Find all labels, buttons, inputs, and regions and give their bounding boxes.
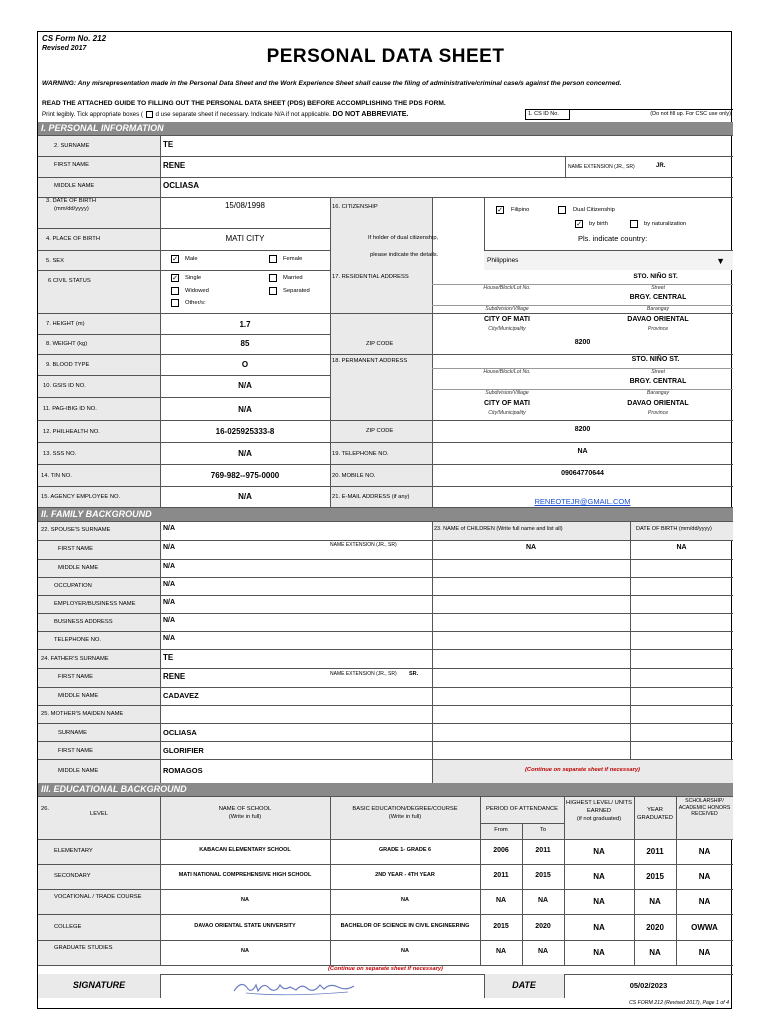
- edu-from-cell[interactable]: 2011: [493, 872, 509, 879]
- edu-school-cell[interactable]: MATI NATIONAL COMPREHENSIVE HIGH SCHOOL: [178, 872, 312, 878]
- edu-school-cell[interactable]: NA: [241, 897, 249, 903]
- edu-year-cell[interactable]: 2015: [646, 872, 664, 881]
- weight-label: 8. WEIGHT (kg): [46, 341, 88, 347]
- edu-year-header: YEAR GRADUATED: [637, 807, 673, 821]
- form-revision: Revised 2017: [42, 45, 87, 52]
- separated-checkbox[interactable]: [269, 287, 277, 295]
- perm-house-caption: House/Block/Lot No.: [483, 369, 531, 375]
- edu-school-header: NAME OF SCHOOL: [218, 806, 272, 812]
- pagibig-label: 11. PAG-IBIG ID NO.: [43, 406, 97, 412]
- email-field[interactable]: [432, 491, 733, 509]
- separated-option-label: Separated: [283, 288, 310, 294]
- cs-id-note: (Do not fill up. For CSC use only): [570, 109, 733, 120]
- perm-street-caption: Street: [651, 369, 665, 375]
- filipino-option-label: Filipino: [511, 207, 530, 213]
- perm-zip-label: ZIP CODE: [366, 428, 394, 434]
- date-label: DATE: [512, 980, 536, 990]
- perm-street-value[interactable]: STO. NIÑO ST.: [631, 356, 680, 363]
- edu-from-cell[interactable]: 2006: [493, 847, 509, 854]
- filipino-checkbox[interactable]: ✓: [497, 207, 503, 214]
- print-instructions: [42, 111, 408, 118]
- edu-school-cell[interactable]: KABACAN ELEMENTARY SCHOOL: [199, 847, 291, 853]
- form-number: CS Form No. 212: [42, 34, 107, 43]
- perm-city-caption: City/Municipality: [488, 410, 526, 416]
- mother-first-name-value[interactable]: GLORIFIER: [163, 746, 204, 755]
- res-house-caption: House/Block/Lot No.: [483, 285, 531, 291]
- blood-type-label: 9. BLOOD TYPE: [46, 362, 90, 368]
- pds-page: [37, 31, 732, 1009]
- edu-from-header: From: [494, 827, 508, 833]
- perm-barangay-caption: Barangay: [646, 390, 670, 396]
- warning-text: WARNING: Any misrepresentation made in the Personal Data Sheet and the Work Experience Sheet shall cause the filing of administrative/criminal case/s against the person concerned.: [42, 80, 622, 87]
- name-ext-value[interactable]: JR.: [656, 163, 666, 169]
- print-instructions-b: d use separate sheet if necessary. Indicate N/A if not applicable.: [155, 111, 331, 119]
- edu-number-label: 26.: [41, 806, 50, 812]
- edu-to-cell[interactable]: NA: [537, 897, 549, 904]
- perm-city-value[interactable]: CITY OF MATI: [483, 400, 531, 407]
- email-value[interactable]: RENEOTEJR@GMAIL.COM: [534, 497, 631, 506]
- mobile-value[interactable]: 09064770644: [561, 470, 604, 477]
- others-option-label: Other/s:: [185, 300, 206, 306]
- edu-honors-cell[interactable]: NA: [698, 847, 711, 856]
- philhealth-label: 12. PHILHEALTH NO.: [43, 429, 100, 435]
- male-option-label: Male: [185, 256, 198, 262]
- edu-course-subheader: (Write in full): [388, 814, 422, 820]
- edu-to-cell[interactable]: NA: [537, 948, 549, 955]
- agency-employee-label: 15. AGENCY EMPLOYEE NO.: [41, 494, 121, 500]
- dual-option-label: Dual Citizenship: [573, 207, 615, 213]
- edu-honors-cell[interactable]: NA: [698, 948, 711, 957]
- edu-highest-cell[interactable]: NA: [593, 847, 605, 856]
- family-continue-note: (Continue on separate sheet if necessary): [524, 767, 640, 773]
- spouse-surname-value[interactable]: N/A: [163, 525, 176, 532]
- female-checkbox[interactable]: [269, 255, 277, 263]
- edu-level-label: GRADUATE STUDIES: [54, 945, 113, 951]
- tin-label: 14. TIN NO.: [41, 473, 72, 479]
- name-ext-label: NAME EXTENSION (JR., SR): [568, 164, 635, 170]
- mother-surname-value[interactable]: OCLIASA: [163, 728, 197, 737]
- business-address-value[interactable]: N/A: [163, 617, 176, 624]
- signature-label: SIGNATURE: [72, 980, 126, 990]
- indicate-country-label: Pls. indicate country:: [578, 234, 648, 243]
- edu-honors-cell[interactable]: NA: [698, 897, 711, 906]
- print-instructions-c: DO NOT ABBREVIATE.: [332, 111, 409, 119]
- mother-maiden-label: 25. MOTHER'S MAIDEN NAME: [41, 711, 124, 717]
- perm-barangay-value[interactable]: BRGY. CENTRAL: [629, 378, 687, 385]
- child-dob-value[interactable]: NA: [676, 544, 687, 551]
- first-name-value[interactable]: RENE: [163, 161, 186, 170]
- spouse-name-ext-label: NAME EXTENSION (JR., SR): [330, 542, 397, 548]
- widowed-checkbox[interactable]: [171, 287, 179, 295]
- citizenship-label: 16. CITIZENSHIP: [332, 204, 378, 210]
- edu-to-header: To: [539, 827, 547, 833]
- father-middle-name-label: MIDDLE NAME: [58, 693, 99, 699]
- first-name-label: FIRST NAME: [54, 162, 89, 168]
- res-zip-label: ZIP CODE: [366, 341, 394, 347]
- telephone-value[interactable]: NA: [577, 448, 588, 455]
- edu-honors-header: SCHOLARSHIP/ ACADEMIC HONORS RECEIVED: [678, 798, 731, 817]
- res-street-caption: Street: [651, 285, 665, 291]
- chevron-down-icon: ▼: [716, 256, 725, 266]
- father-name-ext-label: NAME EXTENSION (JR., SR): [330, 671, 397, 677]
- by-naturalization-label: by naturalization: [644, 221, 687, 227]
- edu-school-cell[interactable]: DAVAO ORIENTAL STATE UNIVERSITY: [194, 923, 296, 929]
- res-barangay-caption: Barangay: [646, 306, 670, 312]
- dual-note-2: please indicate the details.: [370, 252, 439, 258]
- edu-year-cell[interactable]: NA: [649, 897, 661, 906]
- country-select-value: Philippines: [487, 257, 519, 264]
- spouse-middle-name-label: MIDDLE NAME: [58, 565, 99, 571]
- edu-year-cell[interactable]: 2011: [646, 847, 664, 856]
- philhealth-value[interactable]: 16-025925333-8: [215, 427, 275, 436]
- father-name-ext-value[interactable]: SR.: [409, 671, 419, 677]
- occupation-label: OCCUPATION: [54, 583, 92, 589]
- section-personal-info: I. PERSONAL INFORMATION: [38, 122, 733, 135]
- edu-course-cell[interactable]: BACHELOR OF SCIENCE IN CIVIL ENGINEERING: [340, 923, 470, 929]
- perm-province-caption: Province: [647, 410, 669, 416]
- surname-value[interactable]: TE: [163, 140, 174, 149]
- middle-name-label: MIDDLE NAME: [54, 183, 95, 189]
- pagibig-value[interactable]: N/A: [238, 405, 252, 414]
- edu-to-cell[interactable]: 2011: [535, 847, 551, 854]
- print-instructions-a: Print legibly. Tick appropriate boxes (: [42, 111, 143, 119]
- spouse-first-name-value[interactable]: N/A: [163, 544, 176, 551]
- edu-school-cell[interactable]: NA: [241, 948, 249, 954]
- male-checkbox[interactable]: ✓: [172, 256, 178, 263]
- by-birth-checkbox[interactable]: ✓: [576, 221, 582, 228]
- father-middle-name-value[interactable]: CADAVEZ: [163, 691, 199, 700]
- occupation-value[interactable]: N/A: [163, 581, 176, 588]
- perm-zip-value[interactable]: 8200: [574, 426, 591, 433]
- signature-image: [228, 975, 368, 997]
- res-city-value[interactable]: CITY OF MATI: [483, 316, 531, 323]
- sex-label: 5. SEX: [46, 258, 65, 264]
- edu-level-label: COLLEGE: [54, 924, 82, 930]
- res-zip-value[interactable]: 8200: [574, 339, 591, 346]
- edu-year-cell[interactable]: NA: [649, 948, 661, 957]
- spouse-telephone-label: TELEPHONE NO.: [54, 637, 102, 643]
- edu-course-cell[interactable]: NA: [401, 948, 409, 954]
- gsis-value[interactable]: N/A: [238, 381, 252, 390]
- pob-value[interactable]: MATI CITY: [225, 234, 265, 243]
- form-footer: CS FORM 212 (Revised 2017), Page 1 of 4: [628, 1000, 729, 1006]
- mother-middle-name-label: MIDDLE NAME: [58, 768, 99, 774]
- read-guide-text: READ THE ATTACHED GUIDE TO FILLING OUT THE PERSONAL DATA SHEET (PDS) BEFORE ACCOMPLISHING THE PDS FORM.: [42, 100, 446, 107]
- female-option-label: Female: [283, 256, 303, 262]
- child-name-value[interactable]: NA: [525, 544, 537, 551]
- height-label: 7. HEIGHT (m): [46, 321, 85, 327]
- child-dob-label: DATE OF BIRTH (mm/dd/yyyy): [636, 526, 712, 532]
- blood-type-value[interactable]: O: [241, 360, 249, 369]
- edu-level-label: SECONDARY: [54, 873, 91, 879]
- edu-highest-header: HIGHEST LEVEL/ UNITS EARNED: [566, 800, 632, 814]
- single-option-label: Single: [185, 275, 202, 281]
- edu-highest-cell[interactable]: NA: [593, 872, 605, 881]
- res-city-caption: City/Municipality: [488, 326, 526, 332]
- edu-highest-cell[interactable]: NA: [593, 948, 605, 957]
- edu-course-cell[interactable]: GRADE 1- GRADE 6: [378, 847, 432, 853]
- business-address-label: BUSINESS ADDRESS: [54, 619, 113, 625]
- edu-to-cell[interactable]: 2015: [535, 872, 551, 879]
- edu-from-cell[interactable]: 2015: [493, 923, 509, 930]
- married-option-label: Married: [283, 275, 303, 281]
- dob-label: 3. DATE OF BIRTH: [46, 198, 97, 204]
- children-label: 23. NAME of CHILDREN (Write full name and list all): [434, 526, 563, 532]
- page-title: PERSONAL DATA SHEET: [266, 46, 505, 67]
- middle-name-value[interactable]: OCLIASA: [163, 181, 199, 190]
- father-first-name-label: FIRST NAME: [58, 674, 93, 680]
- dob-format-label: (mm/dd/yyyy): [54, 206, 89, 212]
- perm-subdivision-caption: Subdivision/Village: [485, 390, 529, 396]
- pob-label: 4. PLACE OF BIRTH: [46, 236, 101, 242]
- edu-level-label: ELEMENTARY: [54, 848, 93, 854]
- edu-highest-cell[interactable]: NA: [593, 923, 605, 932]
- res-subdivision-caption: Subdivision/Village: [485, 306, 529, 312]
- edu-course-cell[interactable]: NA: [401, 897, 409, 903]
- married-checkbox[interactable]: [269, 274, 277, 282]
- single-checkbox[interactable]: ✓: [172, 275, 178, 282]
- cs-id-label: 1. CS ID No.: [525, 109, 570, 120]
- mobile-label: 20. MOBILE NO.: [332, 473, 376, 479]
- section-educational-background: III. EDUCATIONAL BACKGROUND: [38, 783, 733, 796]
- sample-checkbox: [146, 111, 153, 118]
- surname-label: 2. SURNAME: [54, 143, 90, 149]
- father-surname-value[interactable]: TE: [163, 653, 174, 662]
- civil-status-label: 6 CIVIL STATUS: [48, 278, 91, 284]
- edu-honors-cell[interactable]: OWWA: [691, 923, 718, 932]
- edu-course-header: BASIC EDUCATION/DEGREE/COURSE: [352, 806, 458, 812]
- permanent-address-label: 18. PERMANENT ADDRESS: [332, 358, 408, 364]
- edu-from-cell[interactable]: NA: [495, 897, 507, 904]
- edu-school-subheader: (Write in full): [228, 814, 262, 820]
- edu-period-header: PERIOD OF ATTENDANCE: [485, 806, 559, 812]
- section-family-background: II. FAMILY BACKGROUND: [38, 508, 733, 521]
- employer-value[interactable]: N/A: [163, 599, 176, 606]
- spouse-surname-label: 22. SPOUSE'S SURNAME: [41, 527, 111, 533]
- personal-label-column-mid: [330, 197, 432, 507]
- res-province-value[interactable]: DAVAO ORIENTAL: [627, 316, 689, 323]
- education-continue-note: (Continue on separate sheet if necessary): [327, 966, 443, 972]
- edu-honors-cell[interactable]: NA: [698, 872, 711, 881]
- edu-highest-subheader: (if not graduated): [576, 816, 622, 822]
- widowed-option-label: Widowed: [185, 288, 209, 294]
- mother-first-name-label: FIRST NAME: [58, 748, 93, 754]
- others-checkbox[interactable]: [171, 299, 179, 307]
- email-label: 21. E-MAIL ADDRESS (if any): [332, 494, 410, 500]
- edu-from-cell[interactable]: NA: [495, 948, 507, 955]
- edu-to-cell[interactable]: 2020: [535, 923, 551, 930]
- perm-province-value[interactable]: DAVAO ORIENTAL: [627, 400, 689, 407]
- edu-year-cell[interactable]: 2020: [646, 923, 664, 932]
- edu-level-label: VOCATIONAL / TRADE COURSE: [54, 894, 142, 900]
- telephone-label: 19. TELEPHONE NO.: [332, 451, 389, 457]
- country-select[interactable]: [484, 250, 733, 270]
- spouse-first-name-label: FIRST NAME: [58, 546, 93, 552]
- edu-course-cell[interactable]: 2ND YEAR - 4TH YEAR: [375, 872, 435, 878]
- agency-employee-value[interactable]: N/A: [238, 492, 252, 501]
- height-value[interactable]: 1.7: [239, 320, 251, 329]
- edu-level-header: LEVEL: [89, 811, 109, 817]
- res-province-caption: Province: [647, 326, 669, 332]
- edu-highest-cell[interactable]: NA: [593, 897, 605, 906]
- sss-value[interactable]: N/A: [238, 449, 252, 458]
- sss-label: 13. SSS NO.: [43, 451, 77, 457]
- dob-value[interactable]: 15/08/1998: [224, 201, 266, 210]
- tin-value[interactable]: 769-982--975-0000: [210, 471, 280, 480]
- weight-value[interactable]: 85: [240, 339, 250, 348]
- residential-address-label: 17. RESIDENTIAL ADDRESS: [332, 274, 409, 280]
- dual-note-1: If holder of dual citizenship,: [368, 235, 439, 241]
- dual-citizenship-checkbox[interactable]: [558, 206, 566, 214]
- gsis-label: 10. GSIS ID NO.: [43, 383, 86, 389]
- father-first-name-value[interactable]: RENE: [163, 672, 186, 681]
- spouse-telephone-value[interactable]: N/A: [163, 635, 176, 642]
- family-label-column: [38, 521, 160, 783]
- spouse-middle-name-value[interactable]: N/A: [163, 563, 176, 570]
- res-street-value[interactable]: STO. NIÑO ST.: [633, 273, 678, 280]
- mother-surname-label: SURNAME: [58, 730, 87, 736]
- father-surname-label: 24. FATHER'S SURNAME: [41, 656, 109, 662]
- by-naturalization-checkbox[interactable]: [630, 220, 638, 228]
- by-birth-label: by birth: [589, 221, 609, 227]
- date-value[interactable]: 05/02/2023: [629, 981, 668, 990]
- res-barangay-value[interactable]: BRGY. CENTRAL: [629, 294, 687, 301]
- mother-middle-name-value[interactable]: ROMAGOS: [163, 766, 203, 775]
- employer-label: EMPLOYER/BUSINESS NAME: [54, 601, 136, 607]
